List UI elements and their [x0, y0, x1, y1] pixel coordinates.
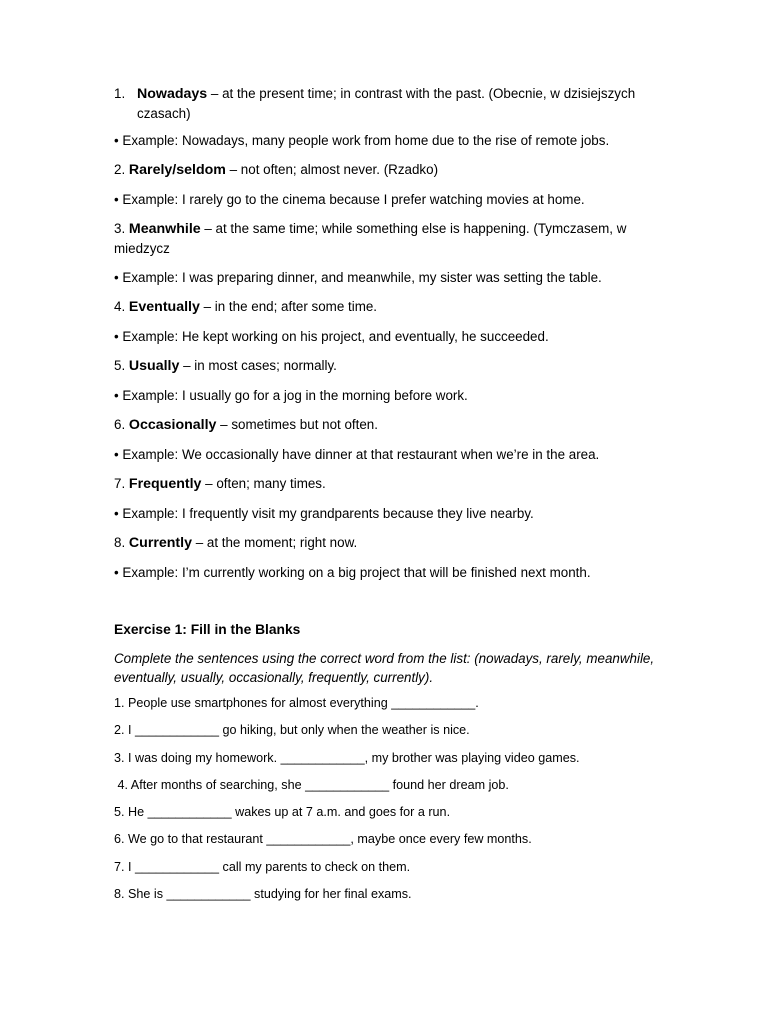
vocab-entry-6: [114, 415, 674, 435]
vocab-definition: – at the same time; while something else is happening. (Tymczasem, w miedzycz: [114, 221, 627, 256]
document-page: [114, 84, 674, 913]
vocab-term: Frequently: [128, 476, 202, 492]
exercise-sentence-7: 7. I ____________ call my parents to check on them.: [114, 859, 411, 874]
vocab-entry-7: [114, 474, 674, 494]
vocab-term: Occasionally: [128, 417, 217, 433]
exercise-sentence-1: 1. People use smartphones for almost everything ____________.: [114, 696, 479, 710]
exercise-sentence-4: 4. After months of searching, she ____________ found her dream job.: [114, 777, 509, 792]
vocab-example-4: • Example: He kept working on his project, and eventually, he succeeded.: [114, 329, 549, 344]
vocab-definition: – at the present time; in contrast with the past. (Obecnie, w dzisiejszych czasach): [137, 86, 636, 121]
vocab-number: 2.: [114, 162, 126, 177]
vocab-body: [137, 84, 674, 123]
vocab-entry-5: [114, 356, 674, 376]
exercise-sentence-2: 2. I ____________ go hiking, but only when the weather is nice.: [114, 723, 470, 738]
exercise-title: Exercise 1: Fill in the Blanks: [114, 622, 301, 637]
vocab-number: 6.: [114, 417, 126, 432]
vocab-definition: – often; many times.: [201, 476, 326, 491]
vocab-entry-1: [114, 84, 674, 123]
vocab-number: 4.: [114, 299, 126, 314]
vocab-term: Meanwhile: [128, 221, 201, 237]
exercise-sentence-5: 5. He ____________ wakes up at 7 a.m. and goes for a run.: [114, 805, 451, 820]
vocab-entry-2: [114, 160, 674, 180]
vocab-number: 8.: [114, 535, 126, 550]
vocab-number: 1.: [114, 86, 126, 101]
vocab-entry-3: [114, 219, 674, 258]
vocab-example-7: • Example: I frequently visit my grandparents because they live nearby.: [114, 506, 534, 521]
vocab-term: Eventually: [128, 299, 200, 315]
vocab-number: 7.: [114, 476, 126, 491]
vocab-definition: – in the end; after some time.: [199, 299, 378, 314]
vocab-example-5: • Example: I usually go for a jog in the morning before work.: [114, 388, 468, 403]
exercise-sentence-3: 3. I was doing my homework. ____________, my brother was playing video games.: [114, 750, 580, 765]
vocab-definition: – in most cases; normally.: [179, 358, 337, 373]
vocab-example-1: • Example: Nowadays, many people work from home due to the rise of remote jobs.: [114, 133, 610, 148]
vocab-example-6: • Example: We occasionally have dinner at that restaurant when we’re in the area.: [114, 447, 600, 462]
vocab-definition: – at the moment; right now.: [191, 535, 358, 550]
vocab-term: Rarely/seldom: [128, 162, 226, 178]
vocab-term: Nowadays: [137, 86, 208, 102]
vocab-term: Usually: [128, 358, 180, 374]
exercise-instructions: Complete the sentences using the correct word from the list: (nowadays, rarely, meanwhile, eventually, usually, occasionally, frequently, currently).: [114, 651, 655, 685]
vocab-definition: – not often; almost never. (Rzadko): [225, 162, 439, 177]
vocab-entry-8: [114, 533, 674, 553]
exercise-sentence-8: 8. She is ____________ studying for her final exams.: [114, 887, 412, 902]
vocab-term: Currently: [128, 535, 192, 551]
vocab-entry-4: [114, 297, 674, 317]
vocab-example-2: • Example: I rarely go to the cinema because I prefer watching movies at home.: [114, 192, 585, 207]
exercise-sentence-6: 6. We go to that restaurant ____________, maybe once every few months.: [114, 832, 532, 847]
vocab-example-3: • Example: I was preparing dinner, and meanwhile, my sister was setting the table.: [114, 270, 602, 285]
vocab-number: 3.: [114, 221, 126, 236]
vocab-definition: – sometimes but not often.: [216, 417, 378, 432]
vocab-number: 5.: [114, 358, 126, 373]
vocab-example-8: • Example: I’m currently working on a big project that will be finished next month.: [114, 565, 591, 580]
